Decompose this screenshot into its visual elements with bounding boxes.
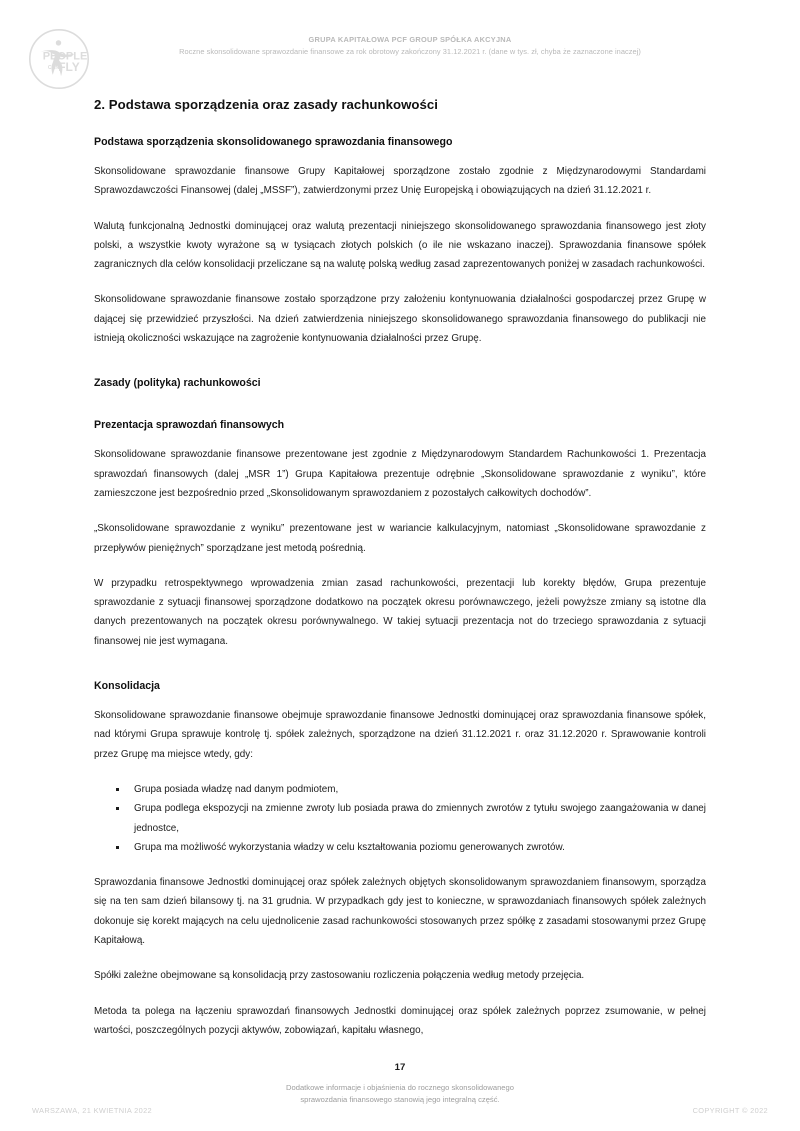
document-body [94, 96, 706, 1056]
page-header [0, 26, 800, 96]
page-footer [0, 1055, 800, 1131]
list-item: Grupa ma możliwość wykorzystania władzy w celu kształtowania poziomu generowanych zwrotów. [94, 838, 706, 857]
paragraph-presentation-1: Skonsolidowane sprawozdanie finansowe prezentowane jest zgodnie z Międzynarodowym Standardem Rachunkowości 1. Prezentacja sprawozdań finansowych (dalej „MSR 1”) Grupa Kapitałowa prezentuje odrębnie „Skonsolidowane sprawozdanie z wyniku”, które zamieszczone jest bezpośrednio przed „Skonsolidowanym sprawozdaniem z pozostałych całkowitych dochodów”. [94, 449, 706, 499]
heading-basis-of-preparation: Podstawa sporządzenia skonsolidowanego sprawozdania finansowego [94, 136, 453, 148]
logo-word-people: PEOPLE [42, 50, 88, 63]
paragraph-consolidation-1: Skonsolidowane sprawozdanie finansowe obejmuje sprawozdanie finansowe Jednostki dominującej oraz sprawozdania finansowe spółek, nad którymi Grupa sprawuje kontrolę tj. spółek zależnych, sporządzone na dzień 31.12.2021 r. oraz 31.12.2020 r. Sprawowanie kontroli przez Grupę ma miejsce wtedy, gdy: [94, 710, 706, 760]
heading-consolidation: Konsolidacja [94, 680, 160, 693]
list-item: Grupa posiada władzę nad danym podmiotem, [94, 780, 706, 799]
logo-word-fly: FLY [58, 60, 80, 74]
footer-note-line-1: Dodatkowe informacje i objaśnienia do rocznego skonsolidowanego [286, 1083, 514, 1092]
logo-word-can: CAN [47, 65, 60, 71]
footer-copyright: COPYRIGHT © 2022 [692, 1106, 768, 1115]
header-text-block [120, 34, 700, 58]
paragraph-basis-1: Skonsolidowane sprawozdanie finansowe Grupy Kapitałowej sporządzone zostało zgodnie z Międzynarodowymi Standardami Sprawozdawczości Finansowej (dalej „MSSF”), zatwierdzonymi przez Unię Europejską i obowiązujących na dzień 31.12.2021 r. [94, 166, 706, 197]
page-number: 17 [394, 1062, 406, 1073]
page-title: 2. Podstawa sporządzenia oraz zasady rachunkowości [94, 97, 439, 112]
paragraph-consolidation-2: Sprawozdania finansowe Jednostki dominującej oraz spółek zależnych objętych skonsolidowanym sprawozdaniem finansowym, sporządza się na ten sam dzień bilansowy tj. na 31 grudnia. W przypadkach gdy jest to konieczne, w sprawozdaniach finansowych spółek zależnych dokonuje się korekt mających na celu ujednolicenie zasad rachunkowości stosowanych przez spółkę z zasadami stosowanymi przez Grupę Kapitałową. [94, 877, 706, 947]
footer-note [200, 1082, 600, 1105]
paragraph-presentation-2: „Skonsolidowane sprawozdanie z wyniku” prezentowane jest w wariancie kalkulacyjnym, natomiast „Skonsolidowane sprawozdanie z przepływów pieniężnych” sporządzane jest metodą pośrednią. [94, 523, 706, 554]
people-can-fly-logo-icon [28, 28, 90, 90]
paragraph-presentation-3: W przypadku retrospektywnego wprowadzenia zmian zasad rachunkowości, prezentacji lub korekty błędów, Grupa prezentuje sprawozdanie z sytuacji finansowej sporządzone dodatkowo na początek okresu porównawczego, jeżeli powyższe zmiany są istotne dla danych prezentowanych na początek okresu porównywalnego. W takiej sytuacji prezentacja not do trzeciego sprawozdania z sytuacji finansowej nie jest wymagana. [94, 577, 706, 647]
paragraph-basis-3: Skonsolidowane sprawozdanie finansowe zostało sporządzone przy założeniu kontynuowania działalności gospodarczej przez Grupę w dającej się przewidzieć przyszłości. Na dzień zatwierdzenia niniejszego skonsolidowanego sprawozdania finansowego do publikacji nie istnieją okoliczności wskazujące na zagrożenie kontynuowania działalności przez Grupę. [94, 294, 706, 345]
list-item: Grupa podlega ekspozycji na zmienne zwroty lub posiada prawa do zmiennych zwrotów z tytułu swojego zaangażowania w danej jednostce, [94, 799, 706, 838]
paragraph-consolidation-3: Spółki zależne obejmowane są konsolidacją przy zastosowaniu rozliczenia połączenia według metody przejęcia. [94, 970, 585, 982]
footer-place-date: WARSZAWA, 21 KWIETNIA 2022 [32, 1106, 152, 1115]
control-criteria-list [94, 780, 706, 857]
paragraph-basis-2: Walutą funkcjonalną Jednostki dominującej oraz walutą prezentacji niniejszego skonsolidowanego sprawozdania finansowego jest złoty polski, a wszystkie kwoty wyrażone są w tysiącach złotych polskich (o ile nie wskazano inaczej). Sprawozdania finansowe spółek zagranicznych dla celów konsolidacji przeliczane są na walutę polską według zasad zaprezentowanych poniżej w zasadach rachunkowości. [94, 220, 706, 271]
heading-presentation: Prezentacja sprawozdań finansowych [94, 419, 285, 432]
header-company-line: GRUPA KAPITAŁOWA PCF GROUP SPÓŁKA AKCYJNA [308, 35, 512, 44]
header-report-line: Roczne skonsolidowane sprawozdanie finansowe za rok obrotowy zakończony 31.12.2021 r. (dane w tys. zł, chyba że zaznaczone inaczej) [179, 47, 641, 56]
heading-accounting-policies: Zasady (polityka) rachunkowości [94, 377, 261, 390]
paragraph-consolidation-4: Metoda ta polega na łączeniu sprawozdań finansowych Jednostki dominującej oraz spółek zależnych poprzez zsumowanie, w pełnej wartości, poszczególnych pozycji aktywów, zobowiązań, kapitału własnego, [94, 1005, 706, 1036]
footer-note-line-2: sprawozdania finansowego stanowią jego integralną część. [300, 1094, 500, 1104]
